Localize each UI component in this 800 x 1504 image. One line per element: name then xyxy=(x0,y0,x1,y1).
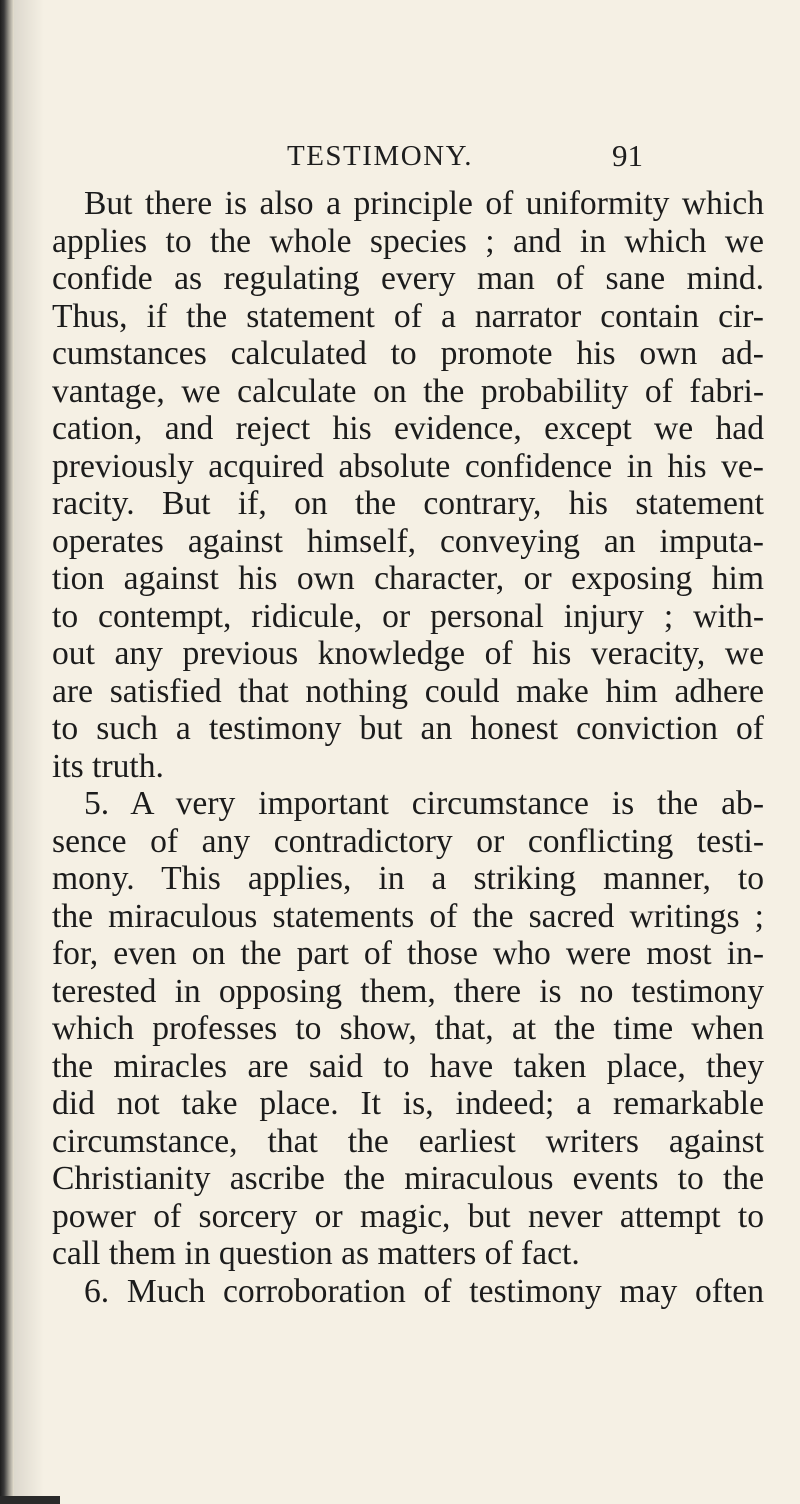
binding-edge xyxy=(0,0,14,1504)
text-line: out any previous knowledge of his veracity, we xyxy=(52,635,764,672)
text-line: the miraculous statements of the sacred writings ; xyxy=(52,897,764,935)
text-line: power of sorcery or magic, but never attempt to xyxy=(52,1197,764,1235)
text-line: confide as regulating every man of sane mind. xyxy=(52,260,764,297)
body-text xyxy=(52,185,764,1310)
text-line: did not take place. It is, indeed; a remarkable xyxy=(52,1085,764,1122)
text-line: cumstances calculated to promote his own ad- xyxy=(52,335,764,372)
text-line: circumstance, that the earliest writers against xyxy=(52,1122,764,1160)
text-line: But there is also a principle of uniformity which xyxy=(84,185,764,222)
text-line: vantage, we calculate on the probability of fabri- xyxy=(52,372,764,410)
text-line: its truth. xyxy=(52,747,164,785)
text-line: 6. Much corroboration of testimony may often xyxy=(84,1272,764,1310)
page-corner-edge xyxy=(0,1496,60,1504)
text-line: to contempt, ridicule, or personal injury ; with- xyxy=(52,597,764,635)
text-line: 5. A very important circumstance is the ab- xyxy=(84,785,764,822)
page-number: 91 xyxy=(612,138,643,173)
text-line: terested in opposing them, there is no testimony xyxy=(52,972,764,1010)
text-line: the miracles are said to have taken place, they xyxy=(52,1047,764,1085)
text-line: Thus, if the statement of a narrator contain cir- xyxy=(52,297,764,335)
text-line: for, even on the part of those who were most in- xyxy=(52,935,764,972)
text-line: Christianity ascribe the miraculous events to the xyxy=(52,1160,764,1197)
text-line: sence of any contradictory or conflicting testi- xyxy=(52,822,764,860)
text-line: are satisfied that nothing could make him adhere xyxy=(52,672,764,710)
binding-shadow xyxy=(14,0,44,1504)
text-line: previously acquired absolute confidence in his ve- xyxy=(52,447,764,485)
text-line: call them in question as matters of fact. xyxy=(52,1235,580,1272)
text-line: to such a testimony but an honest conviction of xyxy=(52,710,764,747)
running-head xyxy=(55,138,755,178)
text-line: operates against himself, conveying an imputa- xyxy=(52,522,764,560)
text-line: applies to the whole species ; and in which we xyxy=(52,222,764,260)
text-line: mony. This applies, in a striking manner, to xyxy=(52,860,764,897)
text-line: cation, and reject his evidence, except we had xyxy=(52,410,764,447)
running-title: TESTIMONY. xyxy=(287,140,474,172)
text-line: which professes to show, that, at the time when xyxy=(52,1010,764,1047)
text-line: racity. But if, on the contrary, his statement xyxy=(52,485,764,522)
text-line: tion against his own character, or exposing him xyxy=(52,560,764,597)
